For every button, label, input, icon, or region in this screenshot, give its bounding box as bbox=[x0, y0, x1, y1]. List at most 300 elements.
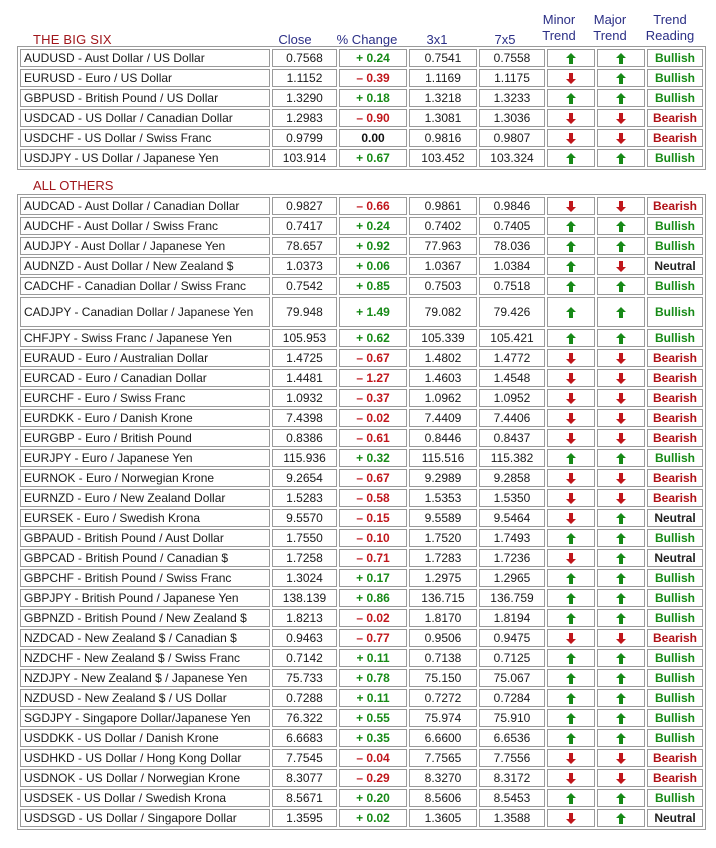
header-change: % Change bbox=[336, 32, 398, 47]
ma-3x1-cell: 1.4603 bbox=[409, 369, 477, 387]
arrow-up-icon bbox=[566, 307, 576, 318]
arrow-down-icon bbox=[566, 393, 576, 404]
minor-trend-cell bbox=[547, 89, 595, 107]
arrow-up-icon bbox=[566, 673, 576, 684]
ma-3x1-cell: 1.3218 bbox=[409, 89, 477, 107]
ma-3x1-cell: 105.339 bbox=[409, 329, 477, 347]
header-minor-trend: Minor Trend bbox=[542, 12, 576, 43]
pair-name-cell: GBPUSD - British Pound / US Dollar bbox=[20, 89, 270, 107]
trend-reading-cell: Bullish bbox=[647, 609, 703, 627]
major-trend-cell bbox=[597, 789, 645, 807]
ma-7x5-cell: 9.5464 bbox=[479, 509, 545, 527]
table-row bbox=[20, 549, 703, 567]
arrow-down-icon bbox=[616, 433, 626, 444]
close-cell: 9.5570 bbox=[272, 509, 337, 527]
minor-trend-cell bbox=[547, 429, 595, 447]
pair-name-cell: CHFJPY - Swiss Franc / Japanese Yen bbox=[20, 329, 270, 347]
percent-change-cell: – 0.67 bbox=[339, 349, 407, 367]
trend-reading-cell: Bearish bbox=[647, 769, 703, 787]
trend-reading-cell: Bullish bbox=[647, 217, 703, 235]
pair-name-cell: AUDNZD - Aust Dollar / New Zealand $ bbox=[20, 257, 270, 275]
pair-name-cell: GBPCAD - British Pound / Canadian $ bbox=[20, 549, 270, 567]
table-row bbox=[20, 197, 703, 215]
close-cell: 0.7142 bbox=[272, 649, 337, 667]
percent-change-cell: – 0.77 bbox=[339, 629, 407, 647]
arrow-up-icon bbox=[616, 513, 626, 524]
percent-change-cell: + 0.32 bbox=[339, 449, 407, 467]
minor-trend-cell bbox=[547, 649, 595, 667]
trend-reading-cell: Neutral bbox=[647, 257, 703, 275]
trend-reading-cell: Bullish bbox=[647, 669, 703, 687]
percent-change-cell: – 0.02 bbox=[339, 609, 407, 627]
arrow-up-icon bbox=[566, 533, 576, 544]
major-trend-cell bbox=[597, 549, 645, 567]
arrow-down-icon bbox=[616, 753, 626, 764]
trend-reading-cell: Bearish bbox=[647, 349, 703, 367]
table-row bbox=[20, 349, 703, 367]
close-cell: 0.9463 bbox=[272, 629, 337, 647]
percent-change-cell: + 0.67 bbox=[339, 149, 407, 167]
percent-change-cell: – 1.27 bbox=[339, 369, 407, 387]
header-3x1: 3x1 bbox=[426, 32, 448, 47]
ma-3x1-cell: 0.9816 bbox=[409, 129, 477, 147]
arrow-up-icon bbox=[616, 793, 626, 804]
arrow-down-icon bbox=[616, 261, 626, 272]
ma-7x5-cell: 1.3036 bbox=[479, 109, 545, 127]
pair-name-cell: EURNZD - Euro / New Zealand Dollar bbox=[20, 489, 270, 507]
percent-change-cell: – 0.61 bbox=[339, 429, 407, 447]
arrow-down-icon bbox=[566, 753, 576, 764]
arrow-up-icon bbox=[616, 221, 626, 232]
section-title-big-six: THE BIG SIX bbox=[33, 32, 112, 47]
minor-trend-cell bbox=[547, 449, 595, 467]
arrow-up-icon bbox=[616, 281, 626, 292]
arrow-up-icon bbox=[566, 221, 576, 232]
table-row bbox=[20, 49, 703, 67]
trend-reading-cell: Bullish bbox=[647, 649, 703, 667]
arrow-up-icon bbox=[616, 673, 626, 684]
arrow-down-icon bbox=[616, 201, 626, 212]
percent-change-cell: – 0.66 bbox=[339, 197, 407, 215]
trend-reading-cell: Bearish bbox=[647, 409, 703, 427]
percent-change-cell: + 0.86 bbox=[339, 589, 407, 607]
trend-reading-cell: Bullish bbox=[647, 277, 703, 295]
table-row bbox=[20, 569, 703, 587]
ma-7x5-cell: 1.7493 bbox=[479, 529, 545, 547]
pair-name-cell: USDDKK - US Dollar / Danish Krone bbox=[20, 729, 270, 747]
arrow-down-icon bbox=[616, 773, 626, 784]
trend-reading-cell: Bearish bbox=[647, 429, 703, 447]
header-major-trend: Major Trend bbox=[593, 12, 627, 43]
major-trend-cell bbox=[597, 69, 645, 87]
ma-3x1-cell: 1.8170 bbox=[409, 609, 477, 627]
table-row bbox=[20, 729, 703, 747]
table-row bbox=[20, 769, 703, 787]
close-cell: 1.4481 bbox=[272, 369, 337, 387]
minor-trend-cell bbox=[547, 769, 595, 787]
ma-3x1-cell: 0.9506 bbox=[409, 629, 477, 647]
percent-change-cell: – 0.15 bbox=[339, 509, 407, 527]
header-7x5: 7x5 bbox=[494, 32, 516, 47]
arrow-up-icon bbox=[616, 553, 626, 564]
close-cell: 1.7550 bbox=[272, 529, 337, 547]
arrow-down-icon bbox=[566, 553, 576, 564]
ma-3x1-cell: 0.8446 bbox=[409, 429, 477, 447]
major-trend-cell bbox=[597, 569, 645, 587]
ma-3x1-cell: 7.7565 bbox=[409, 749, 477, 767]
trend-reading-cell: Bullish bbox=[647, 569, 703, 587]
close-cell: 8.3077 bbox=[272, 769, 337, 787]
close-cell: 115.936 bbox=[272, 449, 337, 467]
table-row bbox=[20, 489, 703, 507]
close-cell: 0.7542 bbox=[272, 277, 337, 295]
ma-3x1-cell: 0.7503 bbox=[409, 277, 477, 295]
trend-reading-cell: Neutral bbox=[647, 809, 703, 827]
trend-reading-cell: Bullish bbox=[647, 49, 703, 67]
percent-change-cell: – 0.90 bbox=[339, 109, 407, 127]
arrow-up-icon bbox=[616, 713, 626, 724]
ma-3x1-cell: 0.7402 bbox=[409, 217, 477, 235]
arrow-up-icon bbox=[616, 333, 626, 344]
ma-3x1-cell: 7.4409 bbox=[409, 409, 477, 427]
close-cell: 76.322 bbox=[272, 709, 337, 727]
table-row bbox=[20, 89, 703, 107]
table-row bbox=[20, 509, 703, 527]
percent-change-cell: + 1.49 bbox=[339, 297, 407, 327]
table-row bbox=[20, 257, 703, 275]
minor-trend-cell bbox=[547, 389, 595, 407]
table-row bbox=[20, 469, 703, 487]
major-trend-cell bbox=[597, 217, 645, 235]
trend-reading-cell: Neutral bbox=[647, 509, 703, 527]
percent-change-cell: – 0.02 bbox=[339, 409, 407, 427]
pair-name-cell: EURAUD - Euro / Australian Dollar bbox=[20, 349, 270, 367]
pair-name-cell: AUDUSD - Aust Dollar / US Dollar bbox=[20, 49, 270, 67]
minor-trend-cell bbox=[547, 509, 595, 527]
ma-7x5-cell: 115.382 bbox=[479, 449, 545, 467]
arrow-down-icon bbox=[566, 493, 576, 504]
major-trend-cell bbox=[597, 297, 645, 327]
table-row bbox=[20, 129, 703, 147]
close-cell: 1.8213 bbox=[272, 609, 337, 627]
pair-name-cell: EURCAD - Euro / Canadian Dollar bbox=[20, 369, 270, 387]
percent-change-cell: + 0.17 bbox=[339, 569, 407, 587]
close-cell: 138.139 bbox=[272, 589, 337, 607]
major-trend-cell bbox=[597, 489, 645, 507]
ma-3x1-cell: 75.974 bbox=[409, 709, 477, 727]
table-row bbox=[20, 649, 703, 667]
minor-trend-cell bbox=[547, 749, 595, 767]
table-row bbox=[20, 669, 703, 687]
ma-7x5-cell: 1.5350 bbox=[479, 489, 545, 507]
arrow-down-icon bbox=[616, 473, 626, 484]
minor-trend-cell bbox=[547, 549, 595, 567]
ma-7x5-cell: 78.036 bbox=[479, 237, 545, 255]
trend-reading-cell: Bearish bbox=[647, 749, 703, 767]
major-trend-cell bbox=[597, 329, 645, 347]
major-trend-cell bbox=[597, 89, 645, 107]
arrow-down-icon bbox=[566, 373, 576, 384]
close-cell: 78.657 bbox=[272, 237, 337, 255]
ma-3x1-cell: 115.516 bbox=[409, 449, 477, 467]
major-trend-cell bbox=[597, 609, 645, 627]
ma-3x1-cell: 0.7272 bbox=[409, 689, 477, 707]
arrow-up-icon bbox=[616, 573, 626, 584]
pair-name-cell: EURJPY - Euro / Japanese Yen bbox=[20, 449, 270, 467]
ma-7x5-cell: 105.421 bbox=[479, 329, 545, 347]
major-trend-cell bbox=[597, 389, 645, 407]
arrow-up-icon bbox=[566, 573, 576, 584]
arrow-up-icon bbox=[616, 813, 626, 824]
pair-name-cell: AUDCHF - Aust Dollar / Swiss Franc bbox=[20, 217, 270, 235]
minor-trend-cell bbox=[547, 409, 595, 427]
table-row bbox=[20, 237, 703, 255]
ma-3x1-cell: 77.963 bbox=[409, 237, 477, 255]
arrow-up-icon bbox=[616, 93, 626, 104]
minor-trend-cell bbox=[547, 789, 595, 807]
ma-7x5-cell: 1.0384 bbox=[479, 257, 545, 275]
arrow-down-icon bbox=[616, 113, 626, 124]
close-cell: 6.6683 bbox=[272, 729, 337, 747]
ma-7x5-cell: 0.7284 bbox=[479, 689, 545, 707]
pair-name-cell: CADCHF - Canadian Dollar / Swiss Franc bbox=[20, 277, 270, 295]
all-others-table bbox=[17, 194, 706, 830]
major-trend-cell bbox=[597, 809, 645, 827]
pair-name-cell: NZDCAD - New Zealand $ / Canadian $ bbox=[20, 629, 270, 647]
trend-reading-cell: Bullish bbox=[647, 529, 703, 547]
table-row bbox=[20, 709, 703, 727]
major-trend-cell bbox=[597, 669, 645, 687]
pair-name-cell: EURNOK - Euro / Norwegian Krone bbox=[20, 469, 270, 487]
arrow-down-icon bbox=[616, 133, 626, 144]
pair-name-cell: USDJPY - US Dollar / Japanese Yen bbox=[20, 149, 270, 167]
close-cell: 0.9799 bbox=[272, 129, 337, 147]
ma-3x1-cell: 75.150 bbox=[409, 669, 477, 687]
close-cell: 1.3595 bbox=[272, 809, 337, 827]
table-row bbox=[20, 629, 703, 647]
arrow-up-icon bbox=[616, 693, 626, 704]
arrow-down-icon bbox=[616, 353, 626, 364]
minor-trend-cell bbox=[547, 809, 595, 827]
minor-trend-cell bbox=[547, 49, 595, 67]
header-close: Close bbox=[278, 32, 312, 47]
close-cell: 0.7288 bbox=[272, 689, 337, 707]
table-row bbox=[20, 329, 703, 347]
minor-trend-cell bbox=[547, 589, 595, 607]
ma-7x5-cell: 0.7518 bbox=[479, 277, 545, 295]
ma-7x5-cell: 0.9475 bbox=[479, 629, 545, 647]
major-trend-cell bbox=[597, 409, 645, 427]
arrow-down-icon bbox=[566, 513, 576, 524]
table-row bbox=[20, 429, 703, 447]
arrow-up-icon bbox=[566, 281, 576, 292]
ma-3x1-cell: 103.452 bbox=[409, 149, 477, 167]
major-trend-cell bbox=[597, 149, 645, 167]
table-row bbox=[20, 277, 703, 295]
trend-reading-cell: Bullish bbox=[647, 69, 703, 87]
arrow-up-icon bbox=[566, 613, 576, 624]
trend-reading-cell: Bearish bbox=[647, 469, 703, 487]
ma-7x5-cell: 1.2965 bbox=[479, 569, 545, 587]
trend-reading-cell: Bearish bbox=[647, 369, 703, 387]
arrow-down-icon bbox=[566, 473, 576, 484]
percent-change-cell: + 0.62 bbox=[339, 329, 407, 347]
arrow-up-icon bbox=[616, 653, 626, 664]
arrow-up-icon bbox=[566, 93, 576, 104]
arrow-down-icon bbox=[616, 413, 626, 424]
percent-change-cell: + 0.24 bbox=[339, 217, 407, 235]
percent-change-cell: – 0.71 bbox=[339, 549, 407, 567]
ma-3x1-cell: 79.082 bbox=[409, 297, 477, 327]
pair-name-cell: EURGBP - Euro / British Pound bbox=[20, 429, 270, 447]
arrow-up-icon bbox=[566, 733, 576, 744]
minor-trend-cell bbox=[547, 237, 595, 255]
pair-name-cell: USDSEK - US Dollar / Swedish Krona bbox=[20, 789, 270, 807]
arrow-down-icon bbox=[616, 373, 626, 384]
table-row bbox=[20, 297, 703, 327]
trend-reading-cell: Bullish bbox=[647, 149, 703, 167]
percent-change-cell: + 0.11 bbox=[339, 649, 407, 667]
major-trend-cell bbox=[597, 749, 645, 767]
minor-trend-cell bbox=[547, 297, 595, 327]
table-row bbox=[20, 369, 703, 387]
pair-name-cell: NZDUSD - New Zealand $ / US Dollar bbox=[20, 689, 270, 707]
pair-name-cell: EURSEK - Euro / Swedish Krona bbox=[20, 509, 270, 527]
trend-reading-cell: Bearish bbox=[647, 109, 703, 127]
ma-7x5-cell: 0.9807 bbox=[479, 129, 545, 147]
trend-reading-cell: Bearish bbox=[647, 489, 703, 507]
percent-change-cell: – 0.10 bbox=[339, 529, 407, 547]
minor-trend-cell bbox=[547, 669, 595, 687]
percent-change-cell: + 0.85 bbox=[339, 277, 407, 295]
minor-trend-cell bbox=[547, 729, 595, 747]
arrow-down-icon bbox=[566, 73, 576, 84]
table-row bbox=[20, 689, 703, 707]
ma-7x5-cell: 1.8194 bbox=[479, 609, 545, 627]
major-trend-cell bbox=[597, 649, 645, 667]
percent-change-cell: + 0.20 bbox=[339, 789, 407, 807]
close-cell: 1.1152 bbox=[272, 69, 337, 87]
minor-trend-cell bbox=[547, 349, 595, 367]
minor-trend-cell bbox=[547, 469, 595, 487]
ma-7x5-cell: 1.4772 bbox=[479, 349, 545, 367]
big-six-table bbox=[17, 46, 706, 170]
ma-7x5-cell: 7.4406 bbox=[479, 409, 545, 427]
arrow-up-icon bbox=[566, 53, 576, 64]
table-row bbox=[20, 529, 703, 547]
trend-reading-cell: Bullish bbox=[647, 449, 703, 467]
arrow-up-icon bbox=[616, 593, 626, 604]
ma-7x5-cell: 7.7556 bbox=[479, 749, 545, 767]
table-row bbox=[20, 69, 703, 87]
pair-name-cell: GBPJPY - British Pound / Japanese Yen bbox=[20, 589, 270, 607]
trend-reading-cell: Bullish bbox=[647, 589, 703, 607]
minor-trend-cell bbox=[547, 569, 595, 587]
arrow-up-icon bbox=[616, 53, 626, 64]
ma-3x1-cell: 6.6600 bbox=[409, 729, 477, 747]
ma-7x5-cell: 0.7558 bbox=[479, 49, 545, 67]
percent-change-cell: + 0.55 bbox=[339, 709, 407, 727]
major-trend-cell bbox=[597, 429, 645, 447]
arrow-down-icon bbox=[566, 413, 576, 424]
arrow-down-icon bbox=[566, 633, 576, 644]
ma-7x5-cell: 6.6536 bbox=[479, 729, 545, 747]
ma-7x5-cell: 1.1175 bbox=[479, 69, 545, 87]
ma-7x5-cell: 103.324 bbox=[479, 149, 545, 167]
pair-name-cell: EURCHF - Euro / Swiss Franc bbox=[20, 389, 270, 407]
percent-change-cell: + 0.35 bbox=[339, 729, 407, 747]
table-row bbox=[20, 749, 703, 767]
major-trend-cell bbox=[597, 109, 645, 127]
arrow-up-icon bbox=[616, 307, 626, 318]
percent-change-cell: – 0.04 bbox=[339, 749, 407, 767]
trend-reading-cell: Bearish bbox=[647, 389, 703, 407]
close-cell: 1.0373 bbox=[272, 257, 337, 275]
table-row bbox=[20, 789, 703, 807]
arrow-up-icon bbox=[566, 593, 576, 604]
major-trend-cell bbox=[597, 369, 645, 387]
close-cell: 9.2654 bbox=[272, 469, 337, 487]
minor-trend-cell bbox=[547, 529, 595, 547]
ma-3x1-cell: 1.0962 bbox=[409, 389, 477, 407]
table-row bbox=[20, 589, 703, 607]
ma-3x1-cell: 9.5589 bbox=[409, 509, 477, 527]
percent-change-cell: – 0.58 bbox=[339, 489, 407, 507]
pair-name-cell: USDNOK - US Dollar / Norwegian Krone bbox=[20, 769, 270, 787]
minor-trend-cell bbox=[547, 149, 595, 167]
arrow-down-icon bbox=[616, 633, 626, 644]
pair-name-cell: GBPNZD - British Pound / New Zealand $ bbox=[20, 609, 270, 627]
ma-3x1-cell: 136.715 bbox=[409, 589, 477, 607]
arrow-down-icon bbox=[616, 493, 626, 504]
minor-trend-cell bbox=[547, 609, 595, 627]
pair-name-cell: EURDKK - Euro / Danish Krone bbox=[20, 409, 270, 427]
trend-reading-cell: Bullish bbox=[647, 237, 703, 255]
pair-name-cell: NZDCHF - New Zealand $ / Swiss Franc bbox=[20, 649, 270, 667]
major-trend-cell bbox=[597, 589, 645, 607]
percent-change-cell: – 0.67 bbox=[339, 469, 407, 487]
arrow-up-icon bbox=[566, 241, 576, 252]
major-trend-cell bbox=[597, 529, 645, 547]
ma-7x5-cell: 9.2858 bbox=[479, 469, 545, 487]
close-cell: 0.8386 bbox=[272, 429, 337, 447]
trend-reading-cell: Bearish bbox=[647, 197, 703, 215]
minor-trend-cell bbox=[547, 109, 595, 127]
percent-change-cell: – 0.39 bbox=[339, 69, 407, 87]
major-trend-cell bbox=[597, 709, 645, 727]
minor-trend-cell bbox=[547, 489, 595, 507]
close-cell: 1.2983 bbox=[272, 109, 337, 127]
arrow-up-icon bbox=[566, 693, 576, 704]
ma-7x5-cell: 0.7405 bbox=[479, 217, 545, 235]
major-trend-cell bbox=[597, 257, 645, 275]
trend-reading-cell: Bullish bbox=[647, 789, 703, 807]
arrow-up-icon bbox=[616, 73, 626, 84]
close-cell: 1.3290 bbox=[272, 89, 337, 107]
trend-reading-cell: Bullish bbox=[647, 729, 703, 747]
pair-name-cell: USDCAD - US Dollar / Canadian Dollar bbox=[20, 109, 270, 127]
major-trend-cell bbox=[597, 49, 645, 67]
pair-name-cell: USDCHF - US Dollar / Swiss Franc bbox=[20, 129, 270, 147]
percent-change-cell: + 0.18 bbox=[339, 89, 407, 107]
section-title-all-others: ALL OTHERS bbox=[33, 178, 114, 193]
minor-trend-cell bbox=[547, 629, 595, 647]
arrow-up-icon bbox=[566, 453, 576, 464]
pair-name-cell: EURUSD - Euro / US Dollar bbox=[20, 69, 270, 87]
major-trend-cell bbox=[597, 769, 645, 787]
ma-3x1-cell: 1.3605 bbox=[409, 809, 477, 827]
ma-3x1-cell: 1.2975 bbox=[409, 569, 477, 587]
